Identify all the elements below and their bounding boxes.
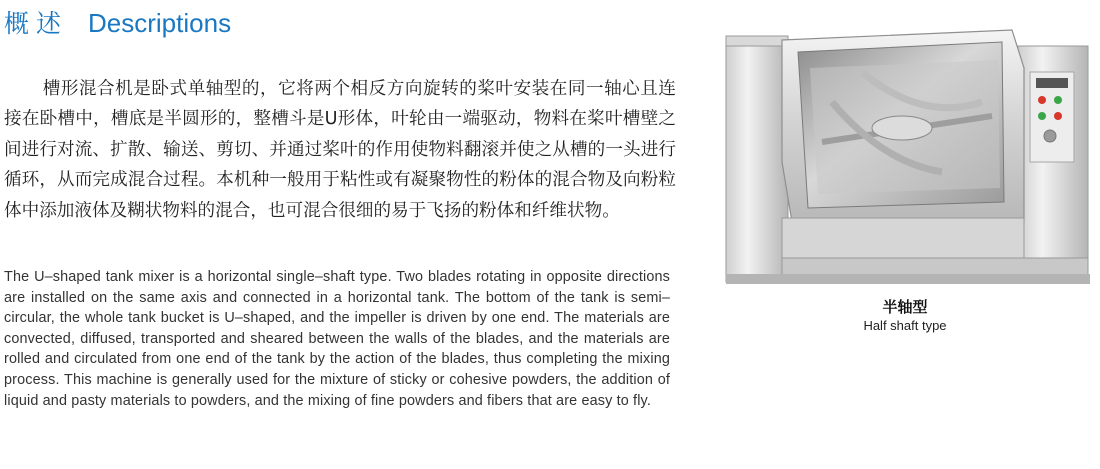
description-chinese: 槽形混合机是卧式单轴型的，它将两个相反方向旋转的桨叶安装在同一轴心且连接在卧槽中，槽底是半圆形的，整槽斗是U形体，叶轮由一端驱动，物料在桨叶槽壁之间进行对流、扩散、输送、剪切、并通过桨叶的作用使物料翻滚并使之从槽的一头进行循环，从而完成混合过程。本机种一般用于粘性或有凝聚物性的粉体的混合物及向粉粒体中添加液体及糊状物料的混合，也可混合很细的易于飞扬的粉体和纤维状物。 — [4, 79, 676, 221]
section-heading — [4, 4, 231, 40]
heading-english: Descriptions — [88, 8, 232, 38]
heading-chinese: 概述 — [4, 9, 69, 38]
description-english: The U–shaped tank mixer is a horizontal single–shaft type. Two blades rotating in opposite directions are installed on the same axis and connected in a horizontal tank. The bottom of the tank is semi–circular, the whole tank bucket is U–shaped, and the impeller is driven by one end. The materials are convected, diffused, transported and sheared between the walls of the blades, and the materials are rolled and circulated from one end of the tank by the action of the blades, thus completing the mixing process. This machine is generally used for the mixture of sticky or cohesive powders, the addition of liquid and pasty materials to powders, and the mixing of fine powders and fibers that are easy to fly. — [4, 269, 670, 409]
figure-caption — [800, 297, 1010, 335]
caption-chinese: 半轴型 — [882, 298, 928, 316]
mixer-machine-image — [712, 12, 1100, 300]
caption-english: Half shaft type — [863, 318, 947, 333]
